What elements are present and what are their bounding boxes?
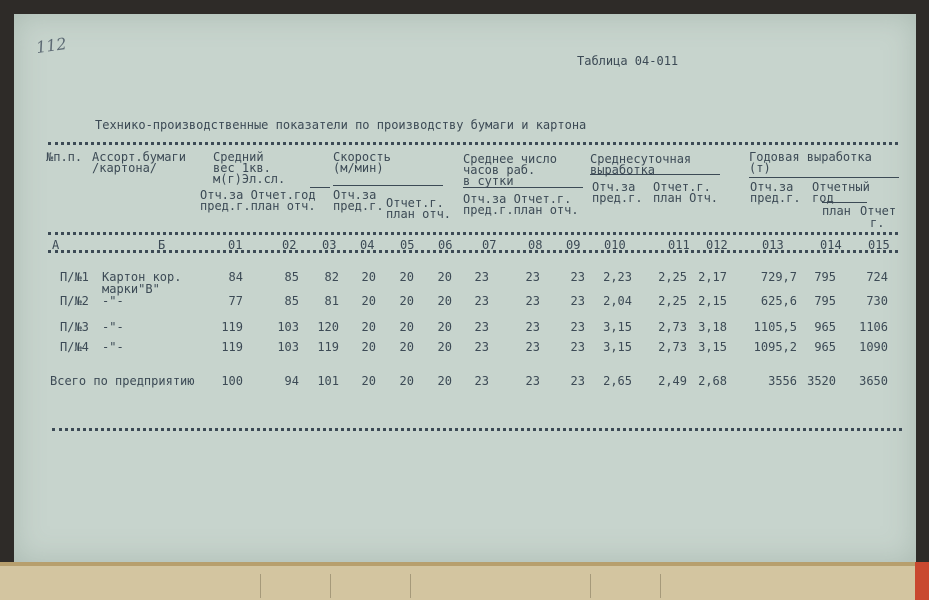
header-avg-weight-line-2: м(г)Эл.сл. <box>213 172 286 186</box>
row-2-col-010: 2,04 <box>603 294 632 308</box>
header-top-rule <box>48 142 898 145</box>
row-2-col-015: 730 <box>866 294 888 308</box>
header-avg-weight-line-0: Средний <box>213 150 264 164</box>
row-2-col-012: 2,15 <box>698 294 727 308</box>
row-1-col-09: 23 <box>570 270 585 284</box>
header-annual-actual: Отчет <box>860 204 897 218</box>
header-daily-sub-prev-line-1: пред.г. <box>592 191 643 205</box>
daily-underline <box>590 174 720 175</box>
row-3-col-07: 23 <box>474 320 489 334</box>
underlying-page <box>0 562 929 600</box>
row-4-col-014: 965 <box>814 340 836 354</box>
row-4-col-013: 1095,2 <box>753 340 797 354</box>
column-code-07: 07 <box>482 238 497 252</box>
row-2-col-06: 20 <box>437 294 452 308</box>
header-hours-line-1: часов раб. <box>463 163 536 177</box>
header-daily-line-1: выработка <box>590 163 656 177</box>
column-code-05: 05 <box>400 238 415 252</box>
row-3-col-011: 2,73 <box>658 320 687 334</box>
row-3-name-0: -"- <box>102 320 124 334</box>
header-annual-sub-prev-line-0: Отч.за <box>750 180 794 194</box>
row-1-col-08: 23 <box>525 270 540 284</box>
header-annual-line-0: Годовая выработка <box>749 150 872 164</box>
header-daily-sub-plan-line-0: Отчет.г. <box>653 180 711 194</box>
row-4-col-06: 20 <box>437 340 452 354</box>
row-1-col-012: 2,17 <box>698 270 727 284</box>
row-4-name-0: -"- <box>102 340 124 354</box>
column-code-011: 011 <box>668 238 690 252</box>
header-annual-plan: план <box>822 204 851 218</box>
header-daily-sub-plan-line-1: план Отч. <box>653 191 719 205</box>
row-2-col-09: 23 <box>570 294 585 308</box>
row-4-col-04: 20 <box>361 340 376 354</box>
row-1-name-1: марки"В" <box>102 282 160 296</box>
row-2-col-03: 81 <box>324 294 339 308</box>
row-3-col-09: 23 <box>570 320 585 334</box>
document-title: Технико-производственные показатели по производству бумаги и картона <box>95 118 587 132</box>
row-1-col-010: 2,23 <box>603 270 632 284</box>
header-weight-sub-line-1: пред.г.план отч. <box>200 199 316 213</box>
column-code-010: 010 <box>604 238 626 252</box>
total-col-08: 23 <box>525 374 540 388</box>
row-3-col-012: 3,18 <box>698 320 727 334</box>
codes-rule <box>48 250 898 253</box>
row-2-number: П/№2 <box>60 294 89 308</box>
column-code-02: 02 <box>282 238 297 252</box>
speed-underline <box>333 185 443 186</box>
total-col-03: 101 <box>317 374 339 388</box>
row-2-name-0: -"- <box>102 294 124 308</box>
row-1-col-011: 2,25 <box>658 270 687 284</box>
total-label: Всего по предприятию <box>50 374 195 388</box>
row-1-col-06: 20 <box>437 270 452 284</box>
header-speed-sub-prev-line-0: Отч.за <box>333 188 377 202</box>
row-3-col-01: 119 <box>221 320 243 334</box>
header-annual-line-1: (т) <box>749 161 771 175</box>
column-code-Б: Б <box>158 238 166 252</box>
header-avg-weight-line-1: вес 1кв. <box>213 161 271 175</box>
total-col-014: 3520 <box>807 374 836 388</box>
row-2-col-07: 23 <box>474 294 489 308</box>
row-1-col-07: 23 <box>474 270 489 284</box>
column-code-09: 09 <box>566 238 581 252</box>
row-1-col-013: 729,7 <box>760 270 797 284</box>
header-assortment-line-0: Ассорт.бумаги <box>92 150 186 164</box>
header-daily-sub-prev-line-0: Отч.за <box>592 180 636 194</box>
table-id: Таблица 04-011 <box>577 54 679 68</box>
header-speed-sub-plan-line-1: план отч. <box>386 207 452 221</box>
row-4-col-09: 23 <box>570 340 585 354</box>
row-3-col-08: 23 <box>525 320 540 334</box>
annual-year-underline <box>822 202 867 203</box>
total-col-06: 20 <box>437 374 452 388</box>
row-4-col-03: 119 <box>317 340 339 354</box>
row-4-col-07: 23 <box>474 340 489 354</box>
total-col-013: 3556 <box>768 374 797 388</box>
row-4-col-02: 103 <box>277 340 299 354</box>
column-code-03: 03 <box>322 238 337 252</box>
margin-note: 112 <box>34 33 68 58</box>
header-hours-sub-line-1: пред.г.план отч. <box>463 203 579 217</box>
header-assortment-line-1: /картона/ <box>92 161 158 175</box>
row-3-col-010: 3,15 <box>603 320 632 334</box>
row-2-col-05: 20 <box>399 294 414 308</box>
row-1-col-01: 84 <box>228 270 243 284</box>
total-col-07: 23 <box>474 374 489 388</box>
header-hours-line-0: Среднее число <box>463 152 557 166</box>
row-2-col-013: 625,6 <box>760 294 797 308</box>
row-2-col-04: 20 <box>361 294 376 308</box>
column-code-01: 01 <box>228 238 243 252</box>
total-col-04: 20 <box>361 374 376 388</box>
total-col-02: 94 <box>284 374 299 388</box>
row-2-col-011: 2,25 <box>658 294 687 308</box>
header-annual-actual-g: г. <box>870 216 885 230</box>
total-col-015: 3650 <box>859 374 888 388</box>
row-3-col-02: 103 <box>277 320 299 334</box>
column-code-015: 015 <box>868 238 890 252</box>
row-1-col-014: 795 <box>814 270 836 284</box>
column-code-06: 06 <box>438 238 453 252</box>
row-1-col-05: 20 <box>399 270 414 284</box>
row-3-col-013: 1105,5 <box>753 320 797 334</box>
row-2-col-02: 85 <box>284 294 299 308</box>
header-speed-line-1: (м/мин) <box>333 161 384 175</box>
row-3-col-05: 20 <box>399 320 414 334</box>
row-4-col-01: 119 <box>221 340 243 354</box>
header-hours-line-2: в сутки <box>463 174 514 188</box>
column-code-08: 08 <box>528 238 543 252</box>
total-col-09: 23 <box>570 374 585 388</box>
row-1-number: П/№1 <box>60 270 89 284</box>
header-bottom-rule <box>48 232 898 235</box>
row-1-col-02: 85 <box>284 270 299 284</box>
header-weight-sub-line-0: Отч.за Отчет.год <box>200 188 316 202</box>
header-speed-line-0: Скорость <box>333 150 391 164</box>
row-4-number: П/№4 <box>60 340 89 354</box>
row-4-col-012: 3,15 <box>698 340 727 354</box>
total-col-010: 2,65 <box>603 374 632 388</box>
row-2-col-01: 77 <box>228 294 243 308</box>
row-2-col-08: 23 <box>525 294 540 308</box>
table-bottom-rule <box>52 428 902 431</box>
header-speed-sub-prev-line-1: пред.г. <box>333 199 384 213</box>
row-3-col-06: 20 <box>437 320 452 334</box>
total-col-05: 20 <box>399 374 414 388</box>
column-code-А: А <box>52 238 60 252</box>
hours-underline <box>463 187 583 188</box>
row-3-col-015: 1106 <box>859 320 888 334</box>
row-1-col-03: 82 <box>324 270 339 284</box>
total-col-011: 2,49 <box>658 374 687 388</box>
row-4-col-05: 20 <box>399 340 414 354</box>
column-code-012: 012 <box>706 238 728 252</box>
header-speed-sub-plan-line-0: Отчет.г. <box>386 196 444 210</box>
total-col-012: 2,68 <box>698 374 727 388</box>
row-1-col-015: 724 <box>866 270 888 284</box>
column-code-014: 014 <box>820 238 842 252</box>
row-3-number: П/№3 <box>60 320 89 334</box>
row-2-col-014: 795 <box>814 294 836 308</box>
header-annual-sub-year-line-0: Отчетный <box>812 180 870 194</box>
header-hours-sub-line-0: Отч.за Отчет.г. <box>463 192 572 206</box>
header-np: №п.п. <box>46 150 83 164</box>
header-annual-sub-prev-line-1: пред.г. <box>750 191 801 205</box>
row-3-col-03: 120 <box>317 320 339 334</box>
row-4-col-011: 2,73 <box>658 340 687 354</box>
row-4-col-015: 1090 <box>859 340 888 354</box>
column-code-013: 013 <box>762 238 784 252</box>
row-4-col-010: 3,15 <box>603 340 632 354</box>
annual-underline <box>749 177 899 178</box>
row-4-col-08: 23 <box>525 340 540 354</box>
column-code-04: 04 <box>360 238 375 252</box>
header-annual-sub-year-line-1: год <box>812 191 834 205</box>
row-1-name-0: Картон кор. <box>102 270 182 284</box>
total-col-01: 100 <box>221 374 243 388</box>
row-3-col-04: 20 <box>361 320 376 334</box>
row-1-col-04: 20 <box>361 270 376 284</box>
header-daily-line-0: Среднесуточная <box>590 152 692 166</box>
row-3-col-014: 965 <box>814 320 836 334</box>
